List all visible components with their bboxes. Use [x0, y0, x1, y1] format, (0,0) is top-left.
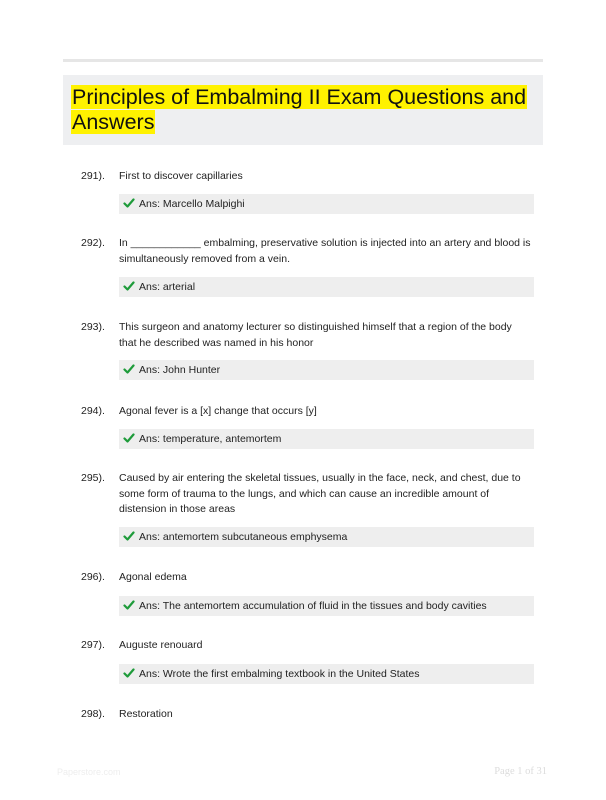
- checkmark-icon: [123, 667, 135, 679]
- answer-box: [119, 527, 534, 547]
- answer-text: Ans: Wrote the first embalming textbook in the United States: [139, 668, 420, 680]
- question-text: In ____________ embalming, preservative solution is injected into an artery and blood is simultaneously removed from a vein.: [119, 237, 531, 265]
- answer-box: [119, 360, 534, 380]
- question-number: 292).: [81, 237, 105, 249]
- question-text: Agonal fever is a [x] change that occurs [y]: [119, 405, 317, 417]
- question-text: First to discover capillaries: [119, 170, 243, 182]
- question-number: 297).: [81, 639, 105, 651]
- question-number: 293).: [81, 321, 105, 333]
- answer-text: Ans: John Hunter: [139, 364, 221, 376]
- question-text: Auguste renouard: [119, 639, 203, 651]
- answer-box: [119, 664, 534, 684]
- question-text: This surgeon and anatomy lecturer so distinguished himself that a region of the body that he described was named in his honor: [119, 321, 512, 349]
- answer-box: [119, 194, 534, 214]
- title-banner: [63, 75, 543, 145]
- question-text: Restoration: [119, 708, 173, 720]
- page-title-text: Principles of Embalming II Exam Questions and Answers: [72, 85, 527, 134]
- question-number: 291).: [81, 170, 105, 182]
- checkmark-icon: [123, 432, 135, 444]
- question-number: 298).: [81, 708, 105, 720]
- checkmark-icon: [123, 280, 135, 292]
- question-text: Agonal edema: [119, 571, 187, 583]
- footer-site-watermark: Paperstore.com: [57, 767, 121, 777]
- answer-text: Ans: arterial: [139, 281, 196, 293]
- answer-box: [119, 429, 534, 449]
- checkmark-icon: [123, 530, 135, 542]
- question-text: Caused by air entering the skeletal tissues, usually in the face, neck, and chest, due to some form of trauma to the lungs, and which can cause an incredible amount of distension in those areas: [119, 472, 521, 515]
- checkmark-icon: [123, 363, 135, 375]
- checkmark-icon: [123, 197, 135, 209]
- top-divider: [63, 59, 543, 62]
- checkmark-icon: [123, 599, 135, 611]
- question-number: 296).: [81, 571, 105, 583]
- answer-box: [119, 596, 534, 616]
- question-number: 295).: [81, 472, 105, 484]
- answer-text: Ans: The antemortem accumulation of fluid in the tissues and body cavities: [139, 600, 487, 612]
- page-title: [71, 85, 533, 135]
- answer-box: [119, 277, 534, 297]
- answer-text: Ans: temperature, antemortem: [139, 433, 282, 445]
- answer-text: Ans: Marcello Malpighi: [139, 198, 245, 210]
- page-number: Page 1 of 31: [494, 766, 547, 777]
- answer-text: Ans: antemortem subcutaneous emphysema: [139, 531, 348, 543]
- question-number: 294).: [81, 405, 105, 417]
